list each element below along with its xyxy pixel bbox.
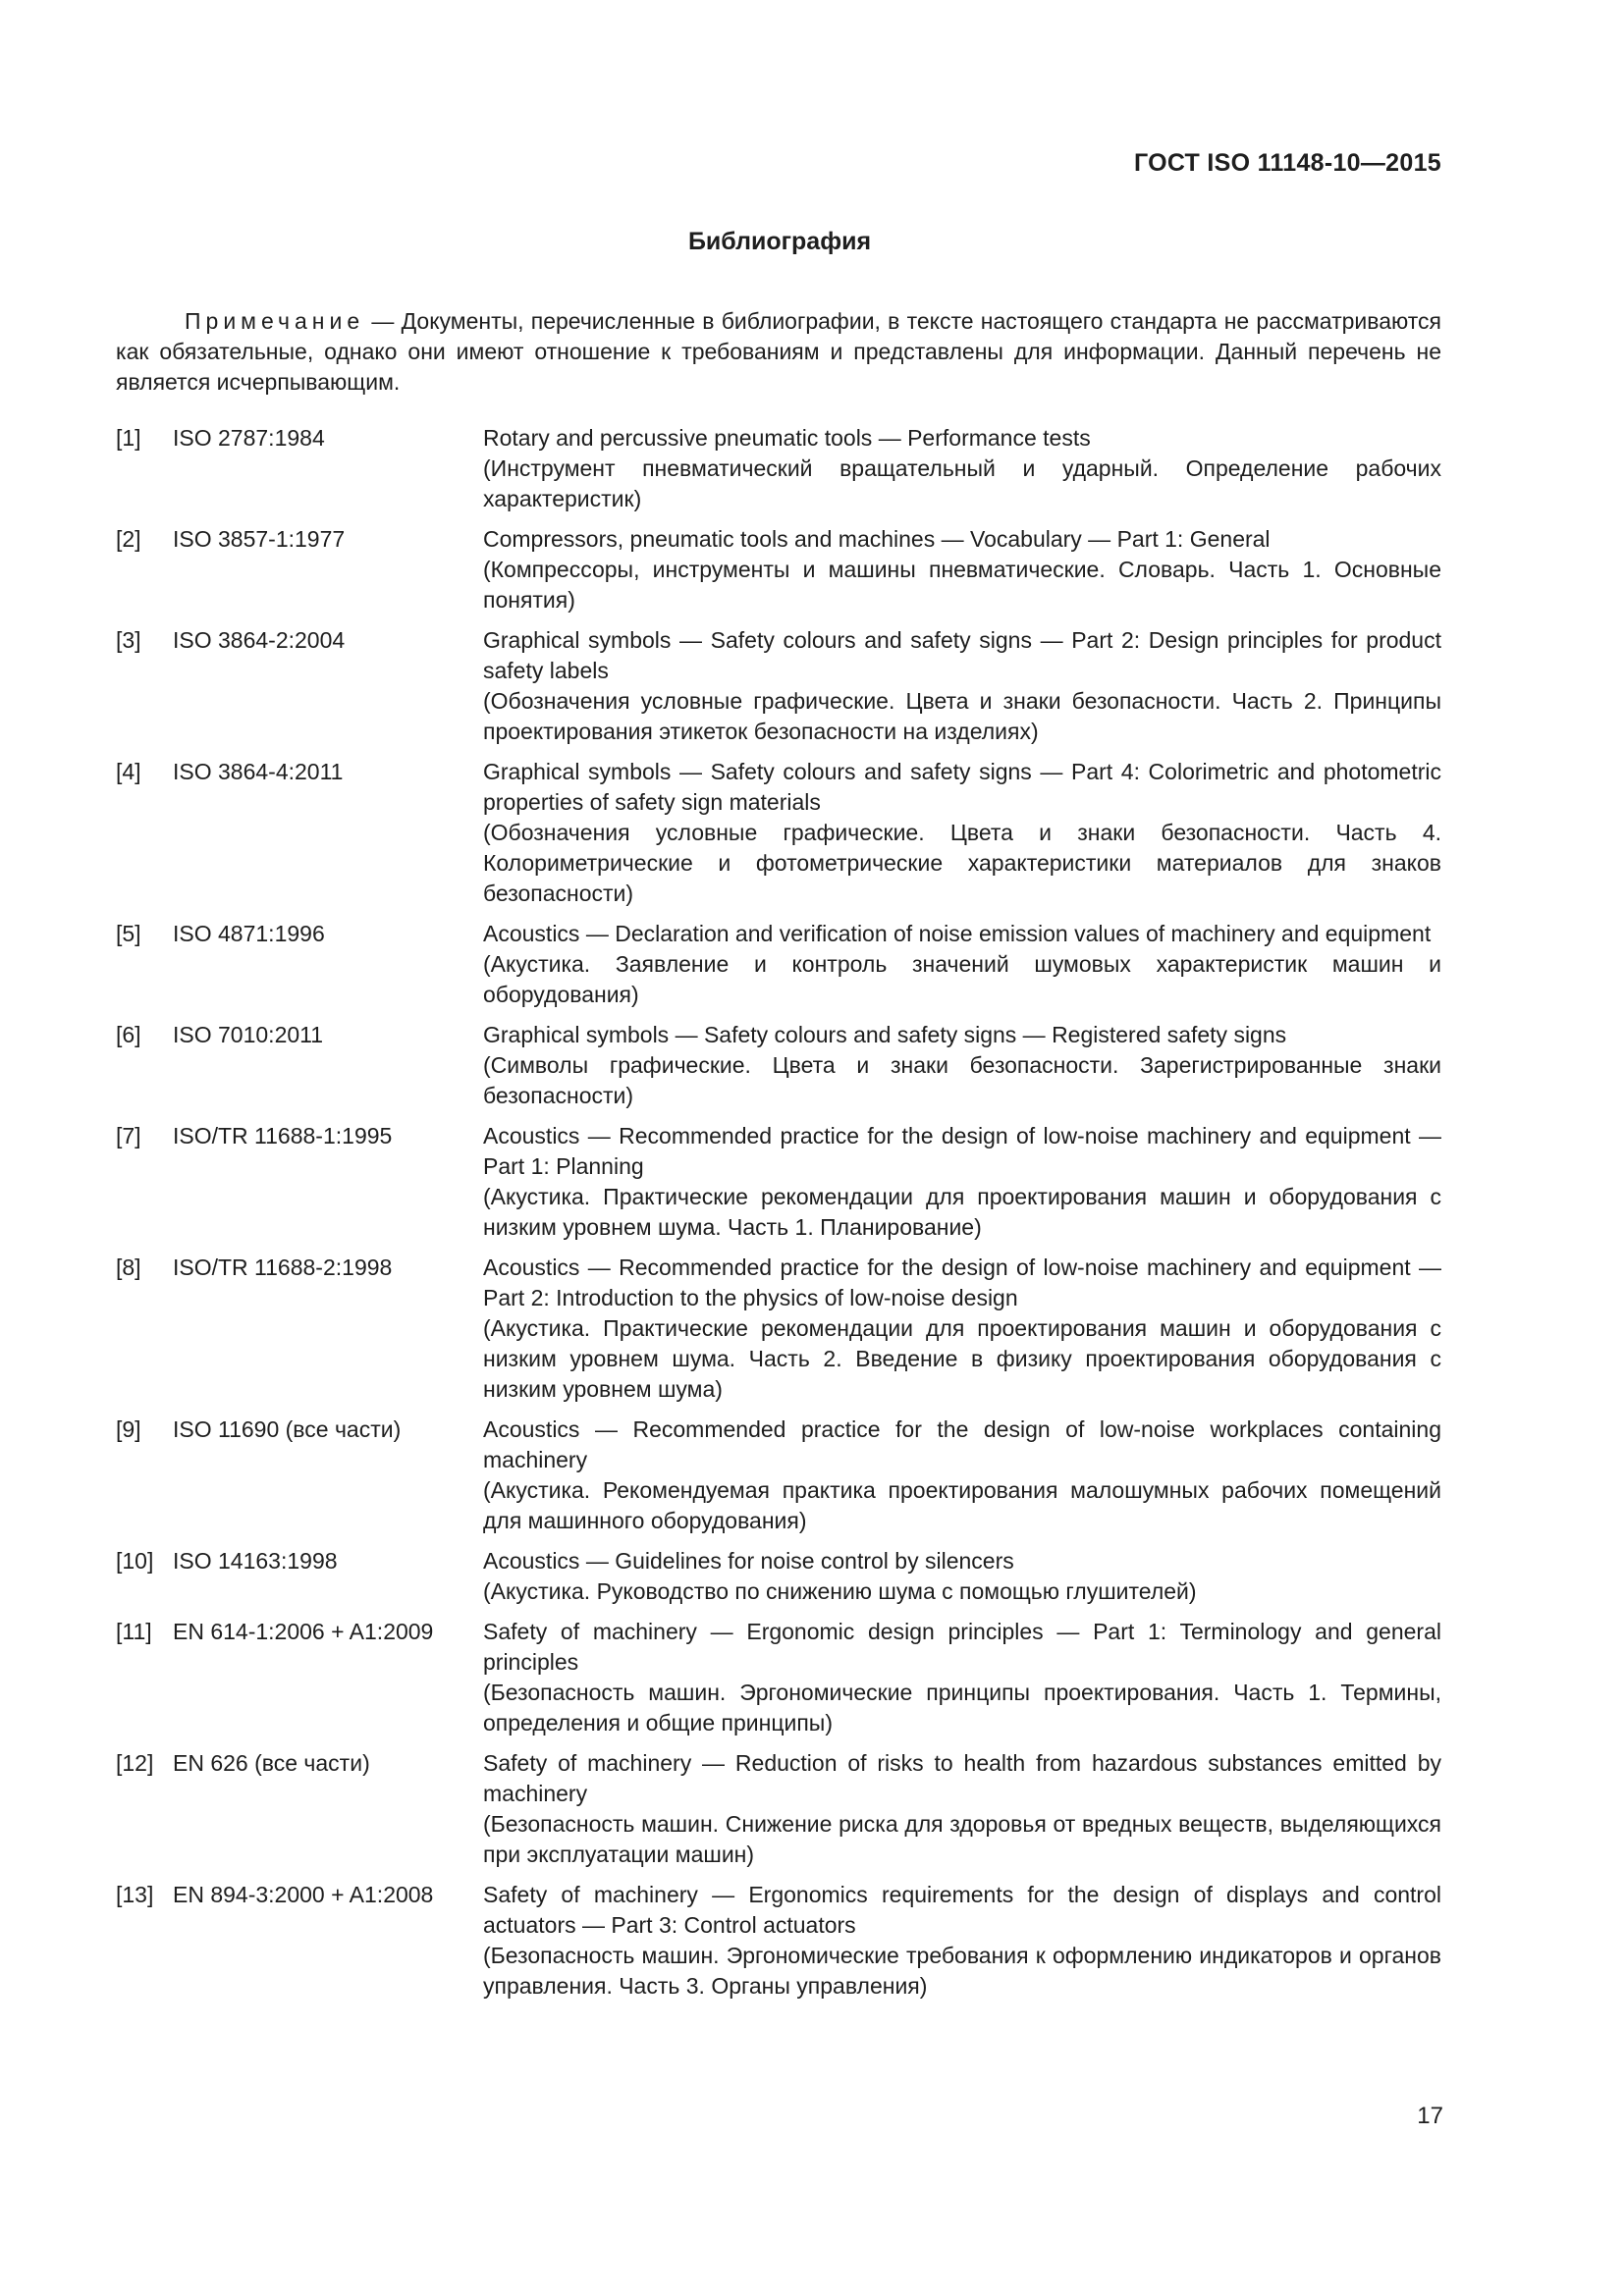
- reference-title-en: Safety of machinery — Ergonomics requirements for the design of displays and control actuators — Part 3: Control actuators: [483, 1882, 1441, 1938]
- reference-title-ru: (Безопасность машин. Эргономические принципы проектирования. Часть 1. Термины, определения и общие принципы): [483, 1680, 1441, 1735]
- reference-body: [483, 1880, 1441, 2002]
- reference-title-en: Graphical symbols — Safety colours and safety signs — Registered safety signs: [483, 1022, 1287, 1047]
- reference-code: ISO 3857-1:1977: [173, 526, 346, 552]
- reference-code: ISO 3864-2:2004: [173, 627, 346, 653]
- reference-title-en: Acoustics — Recommended practice for the design of low-noise machinery and equipment — Part 1: Planning: [483, 1123, 1441, 1179]
- reference-number: [10]: [116, 1548, 154, 1574]
- reference-code: ISO 7010:2011: [173, 1022, 324, 1047]
- reference-title-en: Graphical symbols — Safety colours and safety signs — Part 4: Colorimetric and photometric properties of safety sign materials: [483, 759, 1441, 815]
- reference-body: [483, 1121, 1441, 1243]
- reference-item: [116, 625, 1441, 747]
- reference-body: [483, 1020, 1441, 1111]
- reference-title-en: Compressors, pneumatic tools and machines — Vocabulary — Part 1: General: [483, 526, 1271, 552]
- reference-title-en: Rotary and percussive pneumatic tools — Performance tests: [483, 425, 1091, 451]
- reference-title-en: Graphical symbols — Safety colours and safety signs — Part 2: Design principles for product safety labels: [483, 627, 1441, 683]
- reference-body: [483, 1617, 1441, 1738]
- reference-title-en: Acoustics — Recommended practice for the design of low-noise workplaces containing machinery: [483, 1416, 1441, 1472]
- reference-code: EN 626 (все части): [173, 1750, 370, 1776]
- reference-code: EN 614-1:2006 + A1:2009: [173, 1619, 434, 1644]
- reference-code: ISO/TR 11688-1:1995: [173, 1123, 393, 1148]
- page-title: Библиография: [687, 228, 872, 255]
- reference-title-ru: (Акустика. Заявление и контроль значений шумовых характеристик машин и оборудования): [483, 951, 1441, 1007]
- reference-code: ISO 14163:1998: [173, 1548, 338, 1574]
- reference-title-ru: (Акустика. Руководство по снижению шума с помощью глушителей): [483, 1578, 1197, 1604]
- reference-item: [116, 757, 1441, 909]
- reference-body: [483, 919, 1441, 1010]
- reference-number: [2]: [116, 526, 141, 552]
- reference-item: [116, 1253, 1441, 1405]
- reference-number: [4]: [116, 759, 141, 784]
- reference-code: ISO 2787:1984: [173, 425, 325, 451]
- reference-title-ru: (Компрессоры, инструменты и машины пневматические. Словарь. Часть 1. Основные понятия): [483, 557, 1441, 613]
- reference-body: [483, 423, 1441, 514]
- document-id-header: ГОСТ ISO 11148-10—2015: [1133, 149, 1441, 177]
- reference-code: EN 894-3:2000 + A1:2008: [173, 1882, 434, 1907]
- reference-number: [8]: [116, 1255, 141, 1280]
- reference-title-en: Acoustics — Guidelines for noise control by silencers: [483, 1548, 1014, 1574]
- reference-item: [116, 1415, 1441, 1536]
- bibliography-note: [116, 306, 1441, 398]
- reference-number: [13]: [116, 1882, 154, 1907]
- reference-title-ru: (Символы графические. Цвета и знаки безопасности. Зарегистрированные знаки безопасности): [483, 1052, 1441, 1108]
- reference-number: [11]: [116, 1619, 152, 1644]
- reference-number: [9]: [116, 1416, 141, 1442]
- reference-item: [116, 919, 1441, 1010]
- reference-title-en: Safety of machinery — Reduction of risks to health from hazardous substances emitted by machinery: [483, 1750, 1441, 1806]
- reference-body: [483, 524, 1441, 615]
- note-label: Примечание: [185, 308, 365, 334]
- reference-body: [483, 625, 1441, 747]
- reference-code: ISO 11690 (все части): [173, 1416, 402, 1442]
- reference-title-ru: (Безопасность машин. Снижение риска для здоровья от вредных веществ, выделяющихся при эксплуатации машин): [483, 1811, 1441, 1867]
- reference-item: [116, 1121, 1441, 1243]
- reference-title-ru: (Обозначения условные графические. Цвета и знаки безопасности. Часть 2. Принципы проектирования этикеток безопасности на изделиях): [483, 688, 1441, 744]
- page-number: 17: [1417, 2103, 1443, 2129]
- reference-number: [5]: [116, 921, 141, 946]
- reference-title-ru: (Акустика. Практические рекомендации для проектирования машин и оборудования с низким уровнем шума. Часть 1. Планирование): [483, 1184, 1441, 1240]
- reference-item: [116, 524, 1441, 615]
- reference-title-ru: (Инструмент пневматический вращательный и ударный. Определение рабочих характеристик): [483, 455, 1441, 511]
- reference-body: [483, 1546, 1441, 1607]
- reference-code: ISO 3864-4:2011: [173, 759, 344, 784]
- reference-item: [116, 1617, 1441, 1738]
- reference-title-ru: (Акустика. Рекомендуемая практика проектирования малошумных рабочих помещений для машинного оборудования): [483, 1477, 1441, 1533]
- reference-number: [6]: [116, 1022, 141, 1047]
- reference-title-en: Acoustics — Recommended practice for the design of low-noise machinery and equipment — Part 2: Introduction to the physics of low-noise design: [483, 1255, 1441, 1310]
- reference-title-ru: (Безопасность машин. Эргономические требования к оформлению индикаторов и органов управления. Часть 3. Органы управления): [483, 1943, 1441, 1999]
- reference-number: [1]: [116, 425, 141, 451]
- reference-item: [116, 1748, 1441, 1870]
- reference-title-ru: (Акустика. Практические рекомендации для проектирования машин и оборудования с низким уровнем шума. Часть 2. Введение в физику проектирования оборудования с низким уровнем шума): [483, 1315, 1441, 1402]
- reference-title-en: Acoustics — Declaration and verification of noise emission values of machinery and equipment: [483, 921, 1432, 946]
- reference-number: [12]: [116, 1750, 154, 1776]
- reference-body: [483, 1253, 1441, 1405]
- reference-body: [483, 1415, 1441, 1536]
- reference-number: [3]: [116, 627, 141, 653]
- reference-item: [116, 1880, 1441, 2002]
- reference-list: [116, 423, 1441, 2011]
- reference-item: [116, 423, 1441, 514]
- reference-code: ISO 4871:1996: [173, 921, 325, 946]
- reference-code: ISO/TR 11688-2:1998: [173, 1255, 393, 1280]
- reference-number: [7]: [116, 1123, 141, 1148]
- reference-body: [483, 757, 1441, 909]
- reference-title-ru: (Обозначения условные графические. Цвета и знаки безопасности. Часть 4. Колориметрические и фотометрические характеристики материалов для знаков безопасности): [483, 820, 1441, 906]
- reference-item: [116, 1546, 1441, 1607]
- note-text: — Документы, перечисленные в библиографии, в тексте настоящего стандарта не рассматриваются как обязательные, однако они имеют отношение к требованиям и представлены для информации. Данный перечень не является исчерпывающим.: [116, 308, 1441, 395]
- reference-title-en: Safety of machinery — Ergonomic design principles — Part 1: Terminology and general principles: [483, 1619, 1441, 1675]
- reference-item: [116, 1020, 1441, 1111]
- reference-body: [483, 1748, 1441, 1870]
